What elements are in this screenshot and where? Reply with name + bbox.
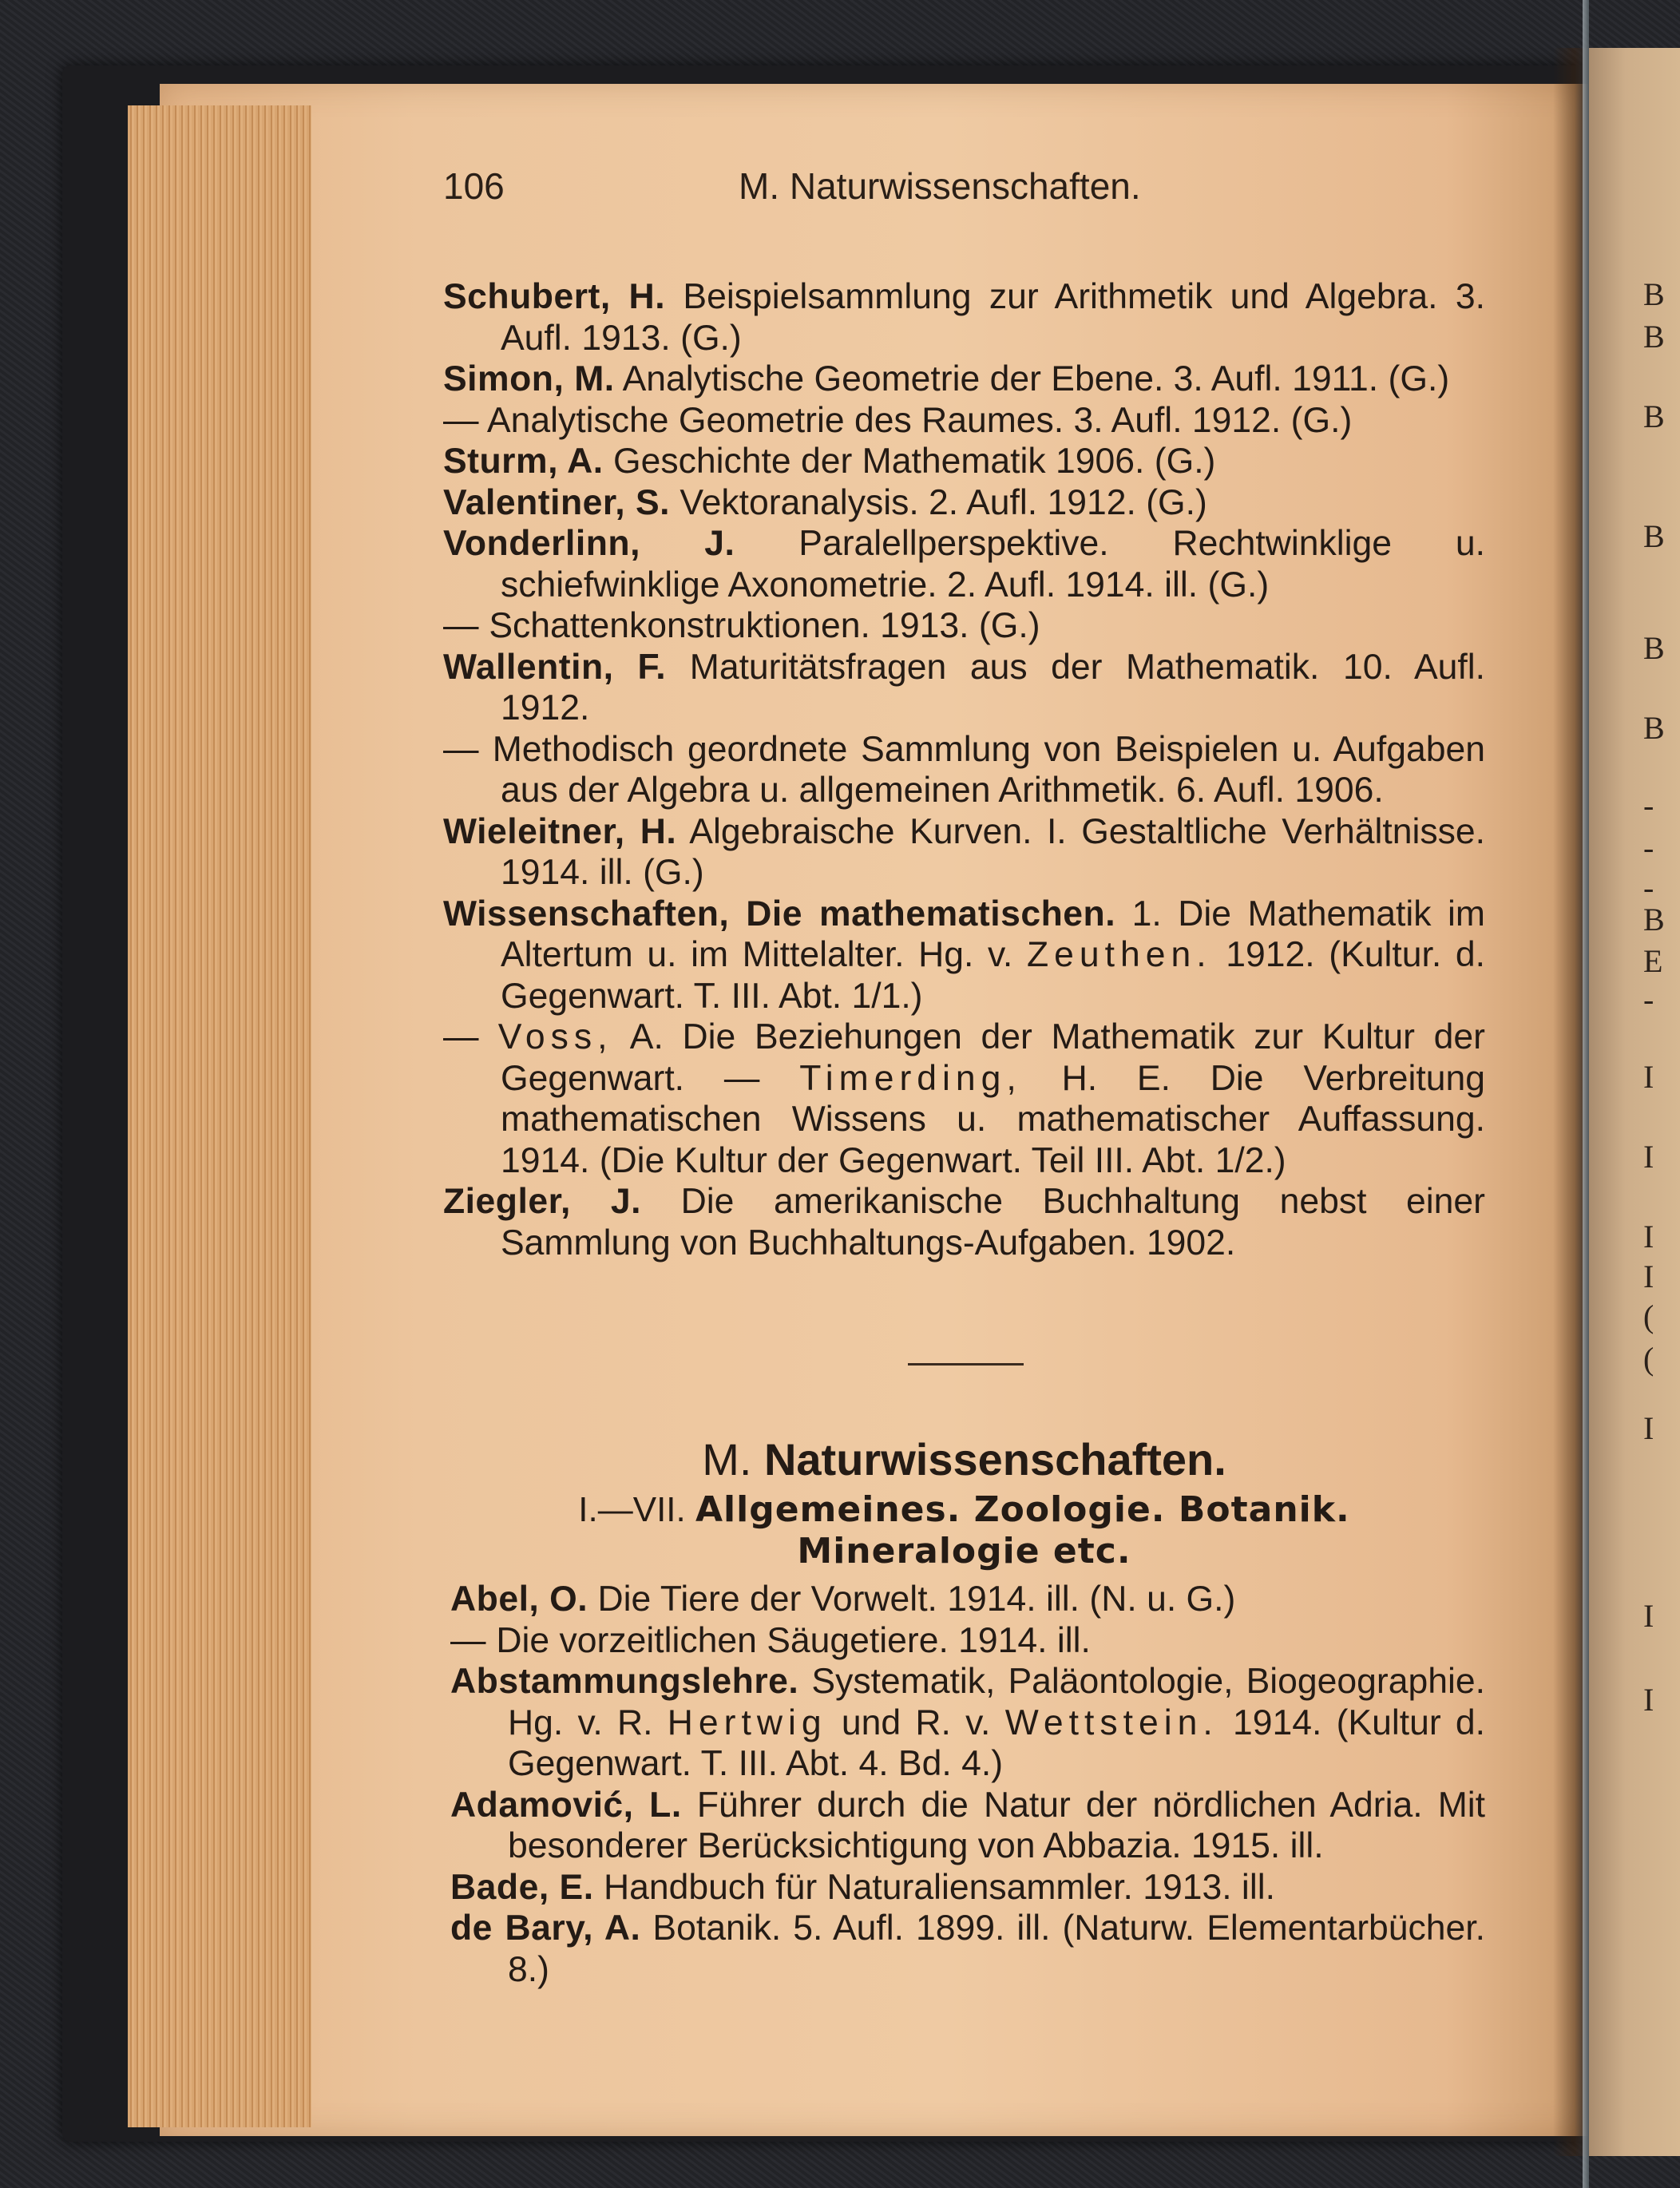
bibliography-entry [450,1867,1485,1909]
entry-author: Vonderlinn, J. [443,524,735,563]
entry-text: Schattenkonstruktionen. 1913. (G.) [489,606,1040,645]
facing-page [1589,48,1680,2156]
facing-letter: - [1643,830,1654,866]
bibliography-entry [450,1579,1485,1620]
facing-letter: B [1643,630,1665,666]
entry-dash: — [450,1620,486,1660]
entry-author: Abel, O. [450,1580,588,1619]
entry-text: Systematik, Paläontologie, Biogeographie. Hg. v. R. [508,1662,1485,1742]
facing-letter: ( [1643,1298,1654,1334]
facing-letter: I [1643,1219,1654,1255]
facing-letter: - [1643,870,1654,906]
bibliography-entry [443,729,1485,811]
entry-author: Wieleitner, H. [443,811,677,851]
entry-text: Maturitätsfragen aus der Mathematik. 10. Aufl. 1912. [501,647,1485,727]
entry-author: Valentiner, S. [443,482,671,522]
subsection-line [443,1489,1485,1531]
bibliography-entry [450,1620,1485,1662]
entry-author: de Bary, A. [450,1909,641,1948]
entry-author: Bade, E. [450,1867,594,1907]
entry-text: Die Tiere der Vorwelt. 1914. ill. (N. u. G.) [597,1580,1236,1619]
bibliography-entry [450,1785,1485,1867]
entry-spaced-name: Hertwig [667,1702,827,1742]
facing-letter: I [1643,1682,1654,1718]
bibliography-entry [443,811,1485,894]
facing-letter: - [1643,981,1654,1017]
facing-letter: B [1643,398,1665,434]
entry-spaced-name: Voss, [497,1017,613,1056]
facing-letter: B [1643,710,1665,746]
facing-letter: ( [1643,1341,1654,1377]
entry-author: Sturm, A. [443,442,604,481]
entry-text: Vektoranalysis. 2. Aufl. 1912. (G.) [680,482,1207,522]
subsection-title-line2: Mineralogie etc. [797,1531,1131,1572]
bibliography-entries-top [443,276,1485,1263]
running-title: M. Naturwissenschaften. [739,165,1141,207]
facing-letter: I [1643,1139,1654,1175]
entry-author: Abstammungslehre. [450,1662,799,1701]
entry-text: Handbuch für Naturaliensammler. 1913. ill. [603,1867,1275,1907]
bibliography-entry [443,482,1485,524]
facing-letter: B [1643,902,1665,937]
subsection-number: I.—VII. [578,1490,686,1529]
bibliography-entries-bottom [450,1579,1485,1990]
facing-letter: B [1643,319,1665,355]
bibliography-entry [443,647,1485,729]
entry-text: H. E. Die Verbreitung mathematischen Wissens u. mathematischer Auffassung. 1914. (Die Kultur der Gegenwart. Teil III. Abt. 1/2.) [501,1058,1485,1180]
entry-text: Algebraische Kurven. I. Gestaltliche Verhältnisse. 1914. ill. (G.) [501,811,1485,892]
bibliography-entry [443,523,1485,605]
entry-text: Botanik. 5. Aufl. 1899. ill. (Naturw. Elementarbücher. 8.) [508,1909,1485,1989]
section-letter: M. [702,1434,752,1484]
facing-letter: B [1643,518,1665,554]
bibliography-entry [443,1181,1485,1263]
entry-author: Adamović, L. [450,1785,682,1825]
entry-text: 1914. (Kultur d. Gegenwart. T. III. Abt. 4. Bd. 4.) [508,1702,1485,1783]
entry-dash: — [443,729,479,769]
subsection-heading [443,1489,1485,1572]
bibliography-entry [450,1908,1485,1990]
running-head [443,164,1321,212]
entry-spaced-name: Zeuthen. [1026,935,1212,974]
entry-text: und R. v. [841,1702,991,1742]
entry-spaced-name: Timerding, [799,1058,1022,1098]
entry-text: 1. Die Mathematik im Altertum u. im Mittelalter. Hg. v. [501,894,1485,974]
entry-spaced-name: Wettstein. [1004,1702,1218,1742]
facing-letter: E [1643,943,1663,979]
entry-author: Ziegler, J. [443,1182,642,1221]
entry-text: Beispielsammlung zur Arithmetik und Algebra. 3. Aufl. 1913. (G.) [501,277,1485,358]
entry-dash: — [443,1017,479,1056]
facing-letter: I [1643,1598,1654,1634]
entry-text: Geschichte der Mathematik 1906. (G.) [613,442,1216,481]
entry-text: Die amerikanische Buchhaltung nebst einer Sammlung von Buchhaltungs-Aufgaben. 1902. [501,1182,1485,1262]
entry-text: Methodisch geordnete Sammlung von Beispielen u. Aufgaben aus der Algebra u. allgemeinen Arithmetik. 6. Aufl. 1906. [492,729,1485,810]
section-name: Naturwissenschaften. [763,1434,1226,1484]
section-divider-rule [908,1363,1024,1366]
entry-dash: — [443,400,479,440]
page-number: 106 [443,165,505,207]
bibliography-entry [443,400,1485,442]
entry-text: 1912. (Kultur. d. Gegenwart. T. III. Abt. 1/1.) [501,935,1485,1016]
bibliography-entry [443,359,1485,400]
entry-author: Simon, M. [443,359,615,398]
entry-dash: — [443,606,479,645]
facing-letter: - [1643,787,1654,823]
entry-text: Führer durch die Natur der nördlichen Adria. Mit besonderer Berücksichtigung von Abbazia. 1915. ill. [508,1785,1486,1865]
facing-letter: I [1643,1059,1654,1095]
entry-text: A. Die Beziehungen der Mathematik zur Kultur der Gegenwart. — [501,1017,1485,1098]
entry-text: Paralellperspektive. Rechtwinklige u. schiefwinklige Axonometrie. 2. Aufl. 1914. ill. (G.) [501,524,1485,604]
page-stack-edge [128,105,311,2127]
entry-text: Analytische Geometrie des Raumes. 3. Aufl. 1912. (G.) [486,400,1353,440]
entry-text: Die vorzeitlichen Säugetiere. 1914. ill. [496,1620,1091,1660]
bibliography-entry [443,1017,1485,1181]
entry-author: Wallentin, F. [443,647,667,687]
entry-author: Schubert, H. [443,277,666,316]
subsection-title-line1: Allgemeines. Zoologie. Botanik. [695,1489,1350,1530]
facing-letter: I [1643,1258,1654,1294]
facing-letter: B [1643,276,1665,312]
section-heading [443,1433,1485,1485]
bibliography-entry [443,894,1485,1017]
bibliography-entry [443,441,1485,482]
bibliography-entry [443,276,1485,359]
entry-author: Wissenschaften, Die mathematischen. [443,894,1116,933]
bibliography-entry [450,1661,1485,1785]
entry-text: Analytische Geometrie der Ebene. 3. Aufl. 1911. (G.) [622,359,1450,398]
facing-letter: I [1643,1410,1654,1446]
bibliography-entry [443,605,1485,647]
scanner-glass-edge [1583,0,1589,2188]
